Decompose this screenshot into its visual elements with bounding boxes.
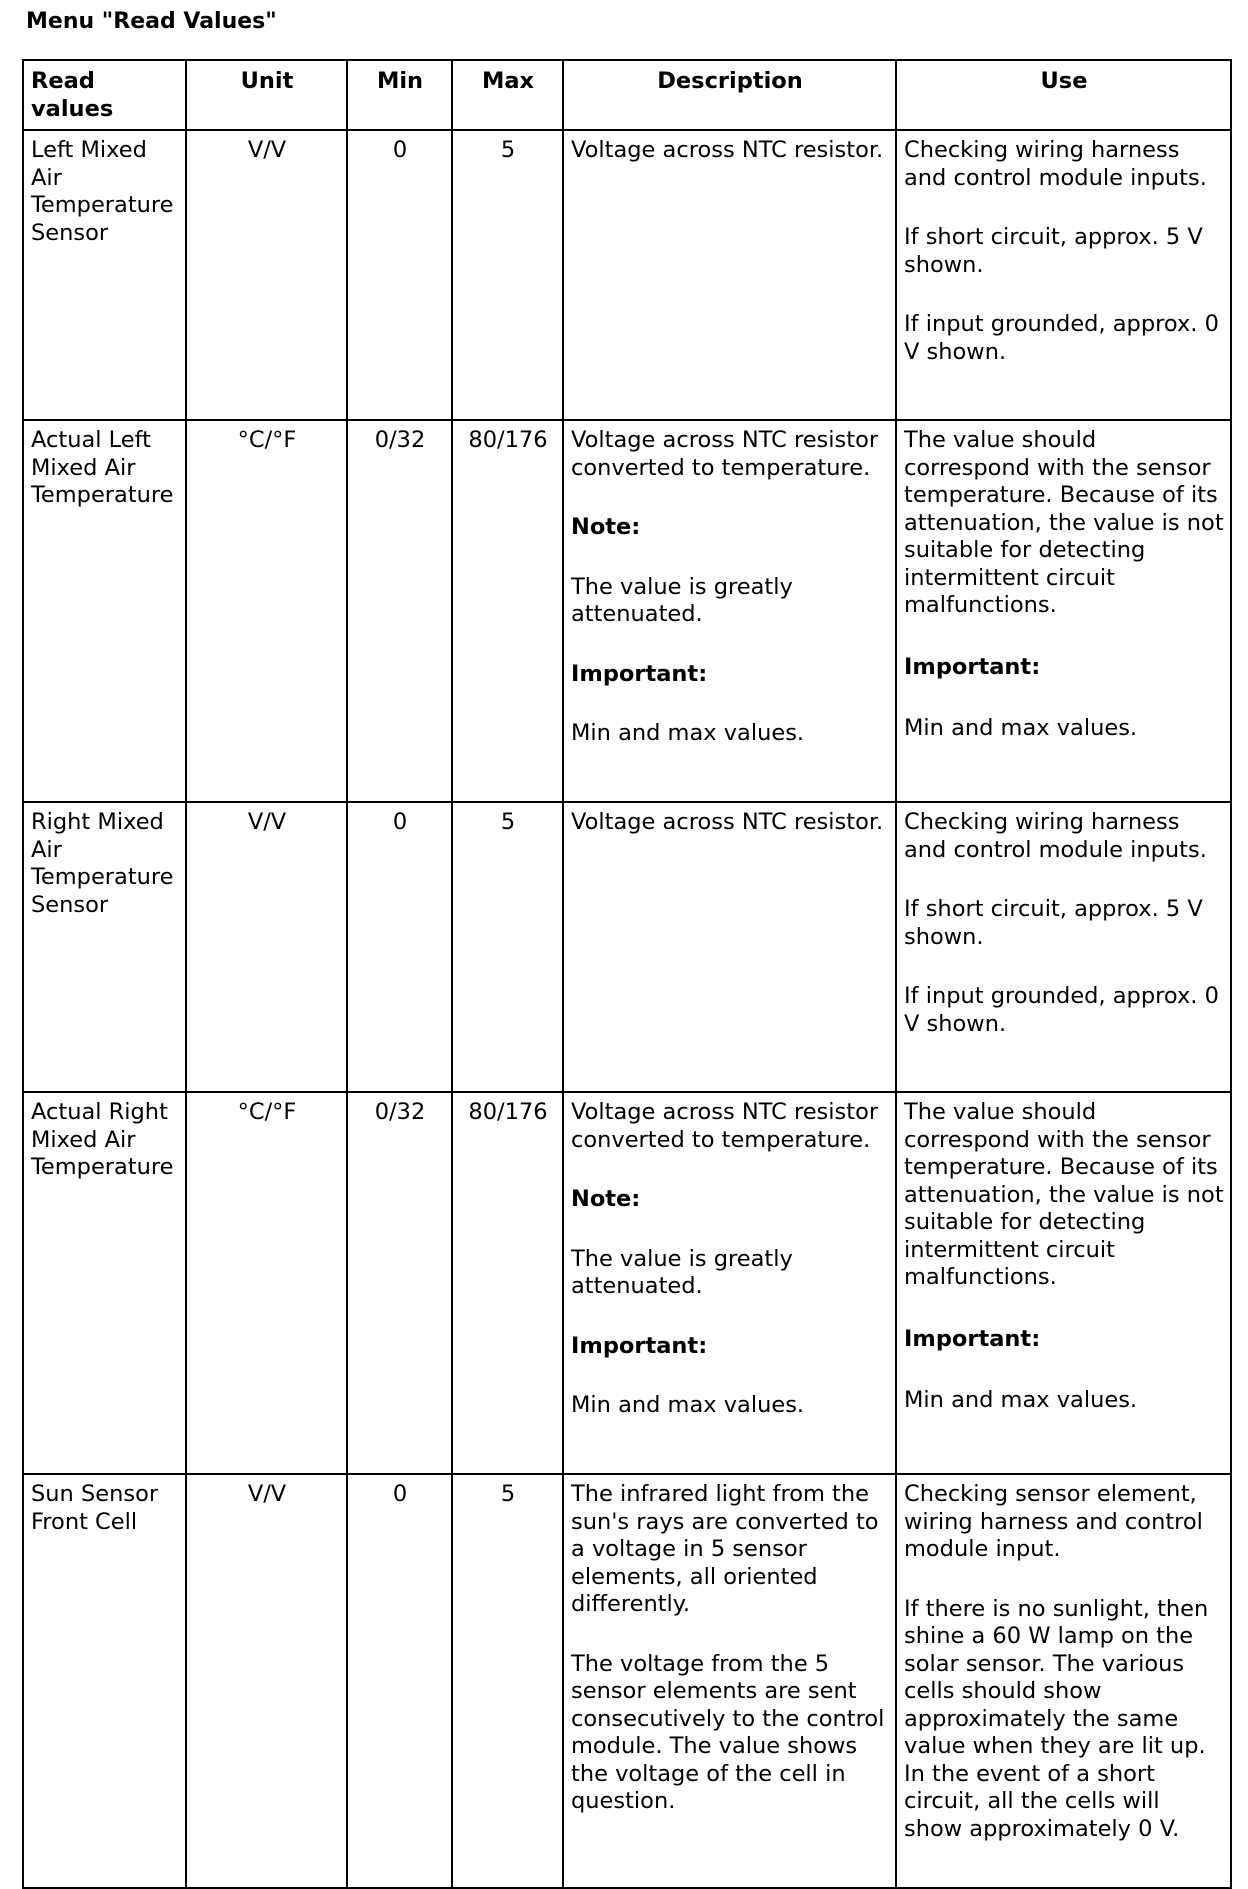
cell-use bbox=[896, 130, 1231, 420]
header-unit: Unit bbox=[186, 60, 347, 130]
use-text: Min and max values. bbox=[904, 715, 1138, 741]
cell-read-value: Actual Left Mixed Air Temperature bbox=[23, 420, 186, 802]
cell-use bbox=[896, 420, 1231, 802]
table-row bbox=[23, 802, 1231, 1092]
use-text: Checking wiring harness and control module inputs. bbox=[904, 137, 1207, 191]
use-text: Checking wiring harness and control module inputs. bbox=[904, 809, 1207, 863]
description-text: Min and max values. bbox=[571, 1392, 805, 1418]
cell-use bbox=[896, 802, 1231, 1092]
cell-read-value: Left Mixed Air Temperature Sensor bbox=[23, 130, 186, 420]
description-text: Voltage across NTC resistor. bbox=[571, 137, 884, 163]
description-text: The value is greatly attenuated. bbox=[571, 573, 793, 627]
use-text: Min and max values. bbox=[904, 1387, 1138, 1413]
cell-description bbox=[563, 1474, 896, 1888]
cell-min: 0/32 bbox=[347, 1092, 452, 1474]
important-label: Important: bbox=[571, 660, 708, 687]
table-row bbox=[23, 1474, 1231, 1888]
use-text: Checking sensor element, wiring harness and control module input. bbox=[904, 1481, 1203, 1562]
cell-use bbox=[896, 1474, 1231, 1888]
header-read-values: Read values bbox=[23, 60, 186, 130]
description-text: Voltage across NTC resistor converted to temperature. bbox=[571, 427, 879, 481]
use-text: The value should correspond with the sensor temperature. Because of its attenuation, the value is not suitable for detecting intermittent circuit malfunctions. bbox=[904, 1099, 1224, 1290]
header-use: Use bbox=[896, 60, 1231, 130]
use-text: The value should correspond with the sensor temperature. Because of its attenuation, the value is not suitable for detecting intermittent circuit malfunctions. bbox=[904, 427, 1224, 618]
description-text: The voltage from the 5 sensor elements are sent consecutively to the control module. The value shows the voltage of the cell in question. bbox=[571, 1650, 885, 1814]
header-max: Max bbox=[452, 60, 563, 130]
important-label: Important: bbox=[904, 653, 1041, 680]
cell-unit: V/V bbox=[186, 130, 347, 420]
cell-max: 5 bbox=[452, 802, 563, 1092]
use-text: If input grounded, approx. 0 V shown. bbox=[904, 311, 1219, 365]
cell-max: 5 bbox=[452, 1474, 563, 1888]
cell-description bbox=[563, 802, 896, 1092]
cell-read-value: Actual Right Mixed Air Temperature bbox=[23, 1092, 186, 1474]
description-text: Voltage across NTC resistor. bbox=[571, 809, 884, 835]
description-text: Min and max values. bbox=[571, 720, 805, 746]
cell-max: 80/176 bbox=[452, 420, 563, 802]
cell-min: 0 bbox=[347, 130, 452, 420]
table-header-row bbox=[23, 60, 1231, 130]
description-text: The infrared light from the sun's rays are converted to a voltage in 5 sensor elements, all oriented differently. bbox=[571, 1481, 879, 1617]
table-row bbox=[23, 420, 1231, 802]
cell-description bbox=[563, 130, 896, 420]
cell-read-value: Right Mixed Air Temperature Sensor bbox=[23, 802, 186, 1092]
important-label: Important: bbox=[904, 1325, 1041, 1352]
cell-use bbox=[896, 1092, 1231, 1474]
description-text: Voltage across NTC resistor converted to temperature. bbox=[571, 1099, 879, 1153]
cell-unit: °C/°F bbox=[186, 420, 347, 802]
table-row bbox=[23, 1092, 1231, 1474]
cell-unit: V/V bbox=[186, 802, 347, 1092]
cell-unit: V/V bbox=[186, 1474, 347, 1888]
use-text: If short circuit, approx. 5 V shown. bbox=[904, 896, 1203, 950]
cell-max: 80/176 bbox=[452, 1092, 563, 1474]
cell-min: 0 bbox=[347, 802, 452, 1092]
cell-max: 5 bbox=[452, 130, 563, 420]
cell-description bbox=[563, 1092, 896, 1474]
note-label: Note: bbox=[571, 514, 641, 540]
read-values-table bbox=[22, 59, 1232, 1889]
use-text: If short circuit, approx. 5 V shown. bbox=[904, 224, 1203, 278]
use-text: If there is no sunlight, then shine a 60 W lamp on the solar sensor. The various cells should show approximately the same value when they are lit up. In the event of a short circuit, all the cells will show approximately 0 V. bbox=[904, 1595, 1209, 1842]
cell-unit: °C/°F bbox=[186, 1092, 347, 1474]
use-text: If input grounded, approx. 0 V shown. bbox=[904, 983, 1219, 1037]
cell-read-value: Sun Sensor Front Cell bbox=[23, 1474, 186, 1888]
table-row bbox=[23, 130, 1231, 420]
header-description: Description bbox=[563, 60, 896, 130]
header-min: Min bbox=[347, 60, 452, 130]
note-label: Note: bbox=[571, 1186, 641, 1212]
cell-min: 0 bbox=[347, 1474, 452, 1888]
description-text: The value is greatly attenuated. bbox=[571, 1245, 793, 1299]
page-title: Menu "Read Values" bbox=[26, 9, 277, 34]
important-label: Important: bbox=[571, 1332, 708, 1359]
cell-description bbox=[563, 420, 896, 802]
cell-min: 0/32 bbox=[347, 420, 452, 802]
